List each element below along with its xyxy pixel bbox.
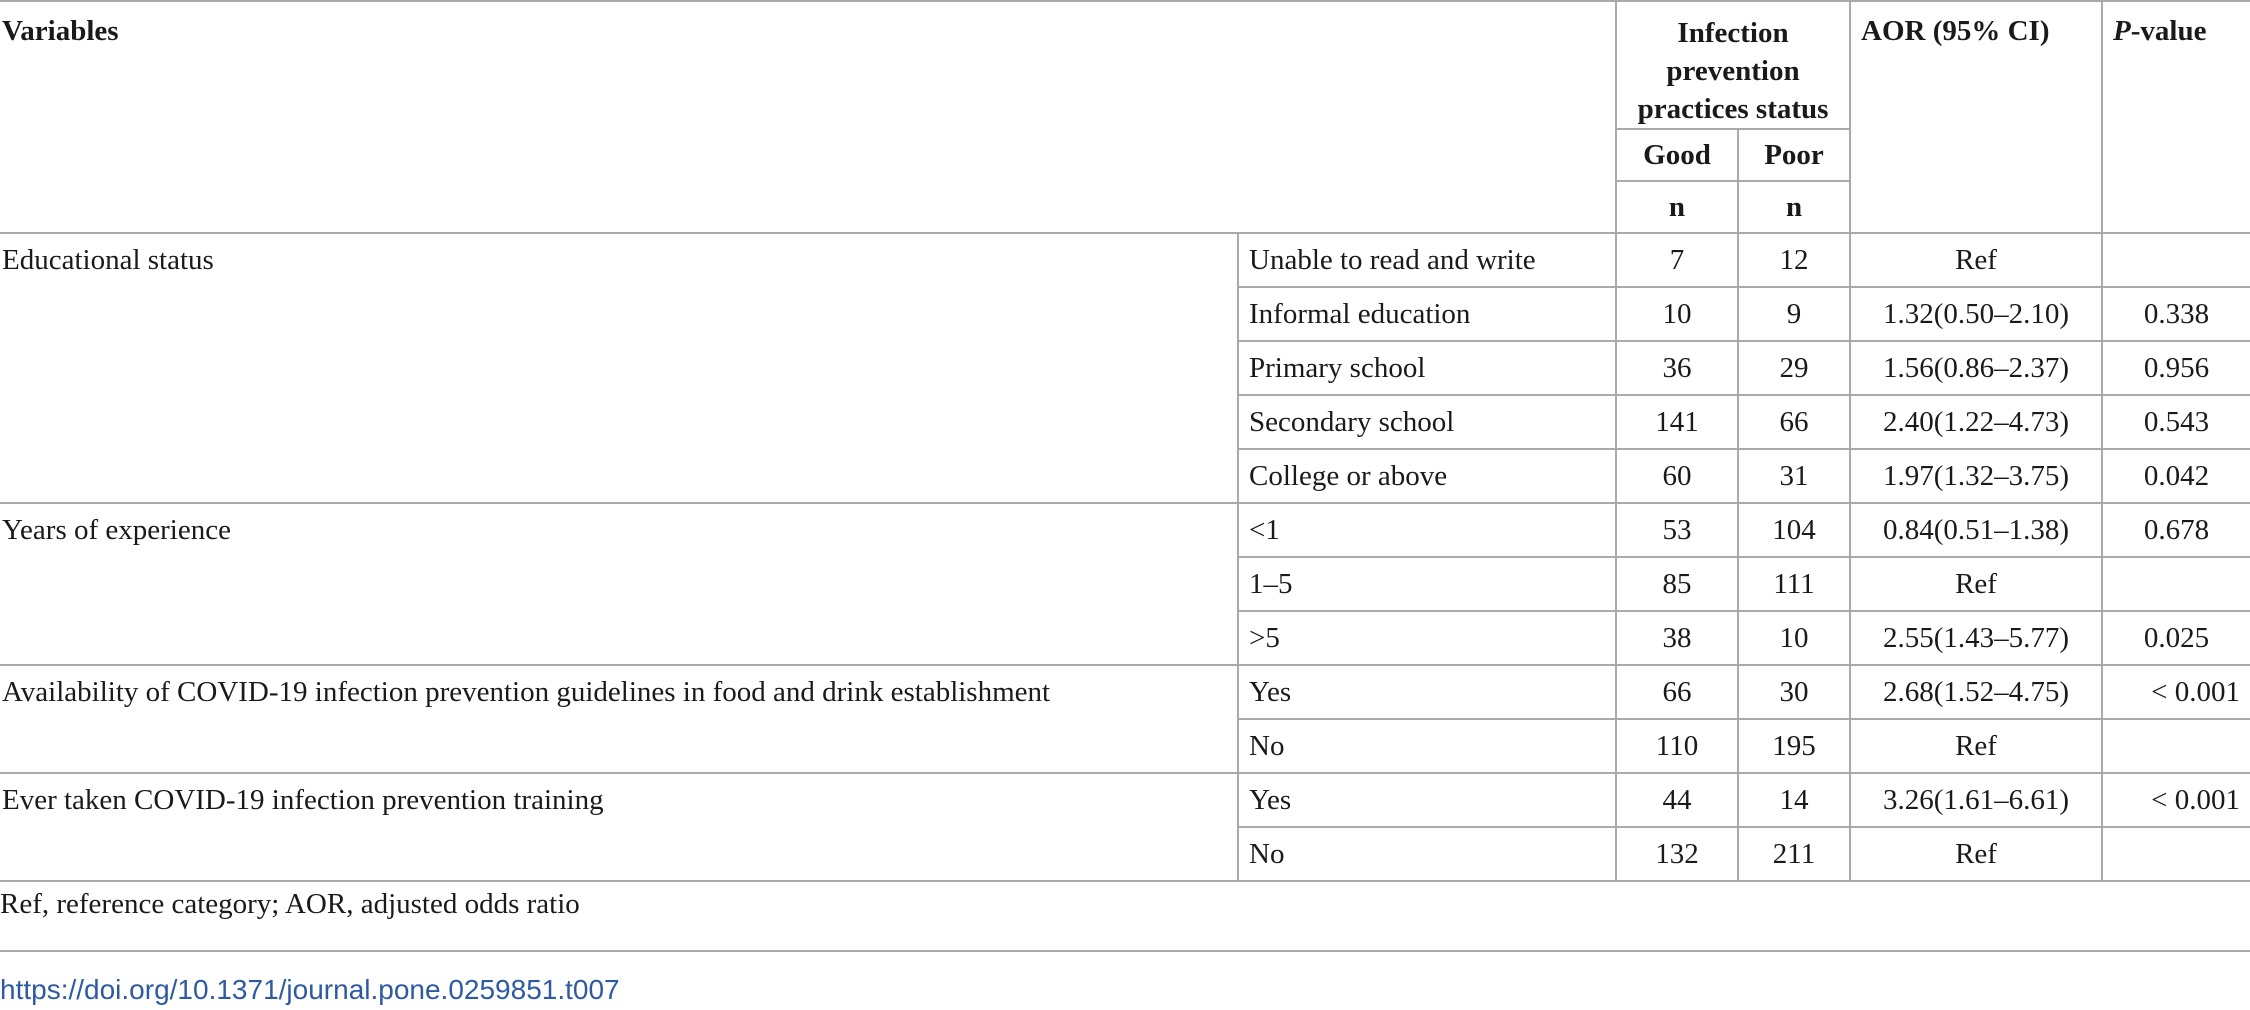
header-aor: AOR (95% CI): [1850, 1, 2102, 233]
variable-cell: Years of experience: [0, 503, 1238, 665]
category-cell: <1: [1238, 503, 1616, 557]
p-cell: 0.338: [2102, 287, 2250, 341]
header-p-value: [2102, 1, 2250, 233]
category-cell: Secondary school: [1238, 395, 1616, 449]
p-cell: 0.042: [2102, 449, 2250, 503]
table-row: [0, 665, 2250, 719]
aor-cell: 1.56(0.86–2.37): [1850, 341, 2102, 395]
header-good: Good: [1616, 129, 1738, 181]
poor-cell: 211: [1738, 827, 1850, 881]
p-cell: [2102, 827, 2250, 881]
poor-cell: 195: [1738, 719, 1850, 773]
category-cell: Informal education: [1238, 287, 1616, 341]
poor-cell: 10: [1738, 611, 1850, 665]
good-cell: 66: [1616, 665, 1738, 719]
aor-cell: Ref: [1850, 719, 2102, 773]
category-cell: No: [1238, 719, 1616, 773]
good-cell: 36: [1616, 341, 1738, 395]
category-cell: 1–5: [1238, 557, 1616, 611]
aor-cell: 3.26(1.61–6.61): [1850, 773, 2102, 827]
category-cell: Yes: [1238, 665, 1616, 719]
good-cell: 53: [1616, 503, 1738, 557]
variable-cell: Ever taken COVID-19 infection prevention training: [0, 773, 1238, 881]
category-cell: No: [1238, 827, 1616, 881]
variable-cell: Availability of COVID-19 infection prevention guidelines in food and drink establishment: [0, 665, 1238, 773]
poor-cell: 66: [1738, 395, 1850, 449]
poor-cell: 14: [1738, 773, 1850, 827]
p-cell: [2102, 233, 2250, 287]
category-cell: Primary school: [1238, 341, 1616, 395]
table-body: [0, 233, 2250, 881]
aor-cell: Ref: [1850, 827, 2102, 881]
good-cell: 10: [1616, 287, 1738, 341]
header-p-rest: -value: [2130, 15, 2207, 47]
aor-cell: 2.68(1.52–4.75): [1850, 665, 2102, 719]
good-cell: 85: [1616, 557, 1738, 611]
poor-cell: 104: [1738, 503, 1850, 557]
header-poor: Poor: [1738, 129, 1850, 181]
category-cell: Unable to read and write: [1238, 233, 1616, 287]
poor-cell: 111: [1738, 557, 1850, 611]
header-n-poor: n: [1738, 181, 1850, 233]
good-cell: 44: [1616, 773, 1738, 827]
poor-cell: 30: [1738, 665, 1850, 719]
p-cell: < 0.001: [2102, 665, 2250, 719]
p-cell: 0.956: [2102, 341, 2250, 395]
poor-cell: 31: [1738, 449, 1850, 503]
header-p-italic: P: [2113, 15, 2131, 47]
aor-cell: Ref: [1850, 557, 2102, 611]
table-header: [0, 1, 2250, 233]
table-row: [0, 503, 2250, 557]
variable-cell: Educational status: [0, 233, 1238, 503]
aor-cell: 1.97(1.32–3.75): [1850, 449, 2102, 503]
aor-cell: 0.84(0.51–1.38): [1850, 503, 2102, 557]
poor-cell: 29: [1738, 341, 1850, 395]
table-row: [0, 773, 2250, 827]
header-status-group: Infection prevention practices status: [1616, 1, 1850, 129]
category-cell: Yes: [1238, 773, 1616, 827]
p-cell: 0.543: [2102, 395, 2250, 449]
table-row: [0, 233, 2250, 287]
good-cell: 38: [1616, 611, 1738, 665]
good-cell: 60: [1616, 449, 1738, 503]
good-cell: 141: [1616, 395, 1738, 449]
p-cell: 0.678: [2102, 503, 2250, 557]
category-cell: College or above: [1238, 449, 1616, 503]
good-cell: 110: [1616, 719, 1738, 773]
category-cell: >5: [1238, 611, 1616, 665]
poor-cell: 12: [1738, 233, 1850, 287]
p-cell: [2102, 719, 2250, 773]
footnote-divider: [0, 950, 2250, 952]
footnote: Ref, reference category; AOR, adjusted odds ratio: [0, 888, 580, 920]
aor-cell: 2.40(1.22–4.73): [1850, 395, 2102, 449]
poor-cell: 9: [1738, 287, 1850, 341]
good-cell: 7: [1616, 233, 1738, 287]
header-n-good: n: [1616, 181, 1738, 233]
aor-cell: 2.55(1.43–5.77): [1850, 611, 2102, 665]
doi-link[interactable]: https://doi.org/10.1371/journal.pone.0259851.t007: [0, 974, 620, 1005]
aor-cell: Ref: [1850, 233, 2102, 287]
header-variables: Variables: [0, 1, 1616, 233]
aor-cell: 1.32(0.50–2.10): [1850, 287, 2102, 341]
p-cell: [2102, 557, 2250, 611]
p-cell: 0.025: [2102, 611, 2250, 665]
p-cell: < 0.001: [2102, 773, 2250, 827]
good-cell: 132: [1616, 827, 1738, 881]
